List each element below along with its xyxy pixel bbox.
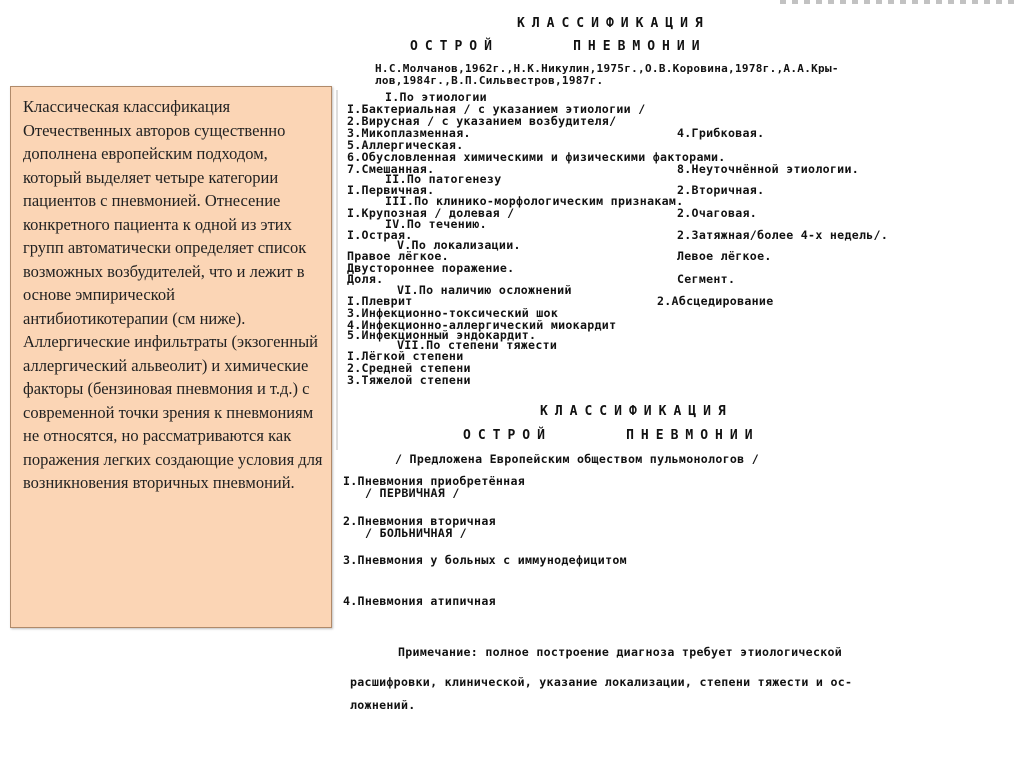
doc1-line: Сегмент. (677, 272, 736, 286)
doc2-subtitle: ОСТРОЙ ПНЕВМОНИИ (463, 428, 760, 443)
doc1-line: 2.Очаговая. (677, 206, 758, 220)
doc1-line: Доля. (347, 272, 384, 286)
doc2-title: КЛАССИФИКАЦИЯ (540, 404, 733, 419)
doc1-line: 4.Грибковая. (677, 126, 765, 140)
doc1-line: III.По клинико-морфологическим признакам. (385, 194, 684, 208)
doc1-line: 2.Вирусная / с указанием возбудителя/ (347, 114, 617, 128)
doc1-authors-line2: лов,1984г.,В.П.Сильвестров,1987г. (375, 74, 604, 87)
doc1-line: 7.Смешанная. (347, 162, 435, 176)
doc1-line: I.Лёгкой степени (347, 349, 464, 363)
doc2-proposed-by: / Предложена Европейским обществом пульмонологов / (395, 452, 760, 466)
doc1-authors-line1: Н.С.Молчанов,1962г.,Н.К.Никулин,1975г.,О.В.Коровина,1978г.,А.А.Кры- (375, 62, 839, 75)
doc2-item: I.Пневмония приобретённая (343, 474, 526, 488)
doc1-line: 4.Инфекционно-аллергический миокардит (347, 318, 617, 332)
doc2-item: 2.Пневмония вторичная (343, 514, 496, 528)
doc2-footnote-line2: расшифровки, клинической, указание локализации, степени тяжести и ос- (350, 675, 853, 689)
doc1-line: 6.Обусловленная химическими и физическими факторами. (347, 150, 726, 164)
doc1-line: 3.Микоплазменная. (347, 126, 471, 140)
doc1-line: 2.Средней степени (347, 361, 471, 375)
doc1-line: I.Плеврит (347, 294, 413, 308)
doc1-line: 2.Затяжная/более 4-х недель/. (677, 228, 889, 242)
doc1-line: I.Крупозная / долевая / (347, 206, 515, 220)
doc1-line: 2.Вторичная. (677, 183, 765, 197)
doc1-line: VI.По наличию осложнений (397, 283, 572, 297)
doc1-line: 2.Абсцедирование (657, 294, 774, 308)
doc2-footnote-line3: ложнений. (350, 698, 416, 712)
doc1-line: 3.Тяжелой степени (347, 373, 471, 387)
doc2-item: 4.Пневмония атипичная (343, 594, 496, 608)
doc2-item: / БОЛЬНИЧНАЯ / (365, 526, 467, 540)
note-text: Классическая классификация Отечественных авторов существенно дополнена европейским подходом, который выделяет четыре категории пациентов с пневмонией. Отнесение конкретного пациента к одной из этих групп автоматически определяет список возможных возбудителей, что и лежит в основе эмпирической антибиотикотерапии (см ниже). Аллергические инфильтраты (экзогенный аллергический альвеолит) и химические факторы (бензиновая пневмония и т.д.) с современной точки зрения к пневмониям не относятся, но рассматриваются как поражения легких создающие условия для возникновения вторичных пневмоний. (23, 97, 323, 492)
doc1-line: Левое лёгкое. (677, 249, 772, 263)
doc1-line: I.Острая. (347, 228, 413, 242)
doc1-line: Двустороннее поражение. (347, 261, 515, 275)
doc1-line: I.Бактериальная / с указанием этиологии / (347, 102, 646, 116)
doc1-subtitle: ОСТРОЙ ПНЕВМОНИИ (410, 39, 707, 54)
doc1-line: 3.Инфекционно-токсический шок (347, 306, 559, 320)
doc1-line: 8.Неуточнённой этиологии. (677, 162, 860, 176)
doc2-item: 3.Пневмония у больных с иммунодефицитом (343, 553, 627, 567)
doc1-line: VII.По степени тяжести (397, 338, 558, 352)
doc1-line: 5.Аллергическая. (347, 138, 464, 152)
doc2-footnote-line1: Примечание: полное построение диагноза требует этиологической (398, 645, 843, 659)
doc1-line: II.По патогенезу (385, 172, 502, 186)
doc1-line: I.По этиологии (385, 90, 487, 104)
doc1-line: IV.По течению. (385, 217, 487, 231)
doc1-title: КЛАССИФИКАЦИЯ (517, 16, 710, 31)
doc1-line: V.По локализации. (397, 238, 521, 252)
doc1-line: I.Первичная. (347, 183, 435, 197)
doc1-line: Правое лёгкое. (347, 249, 449, 263)
doc2-item: / ПЕРВИЧНАЯ / (365, 486, 460, 500)
doc1-line: 5.Инфекционный эндокардит. (347, 328, 537, 342)
